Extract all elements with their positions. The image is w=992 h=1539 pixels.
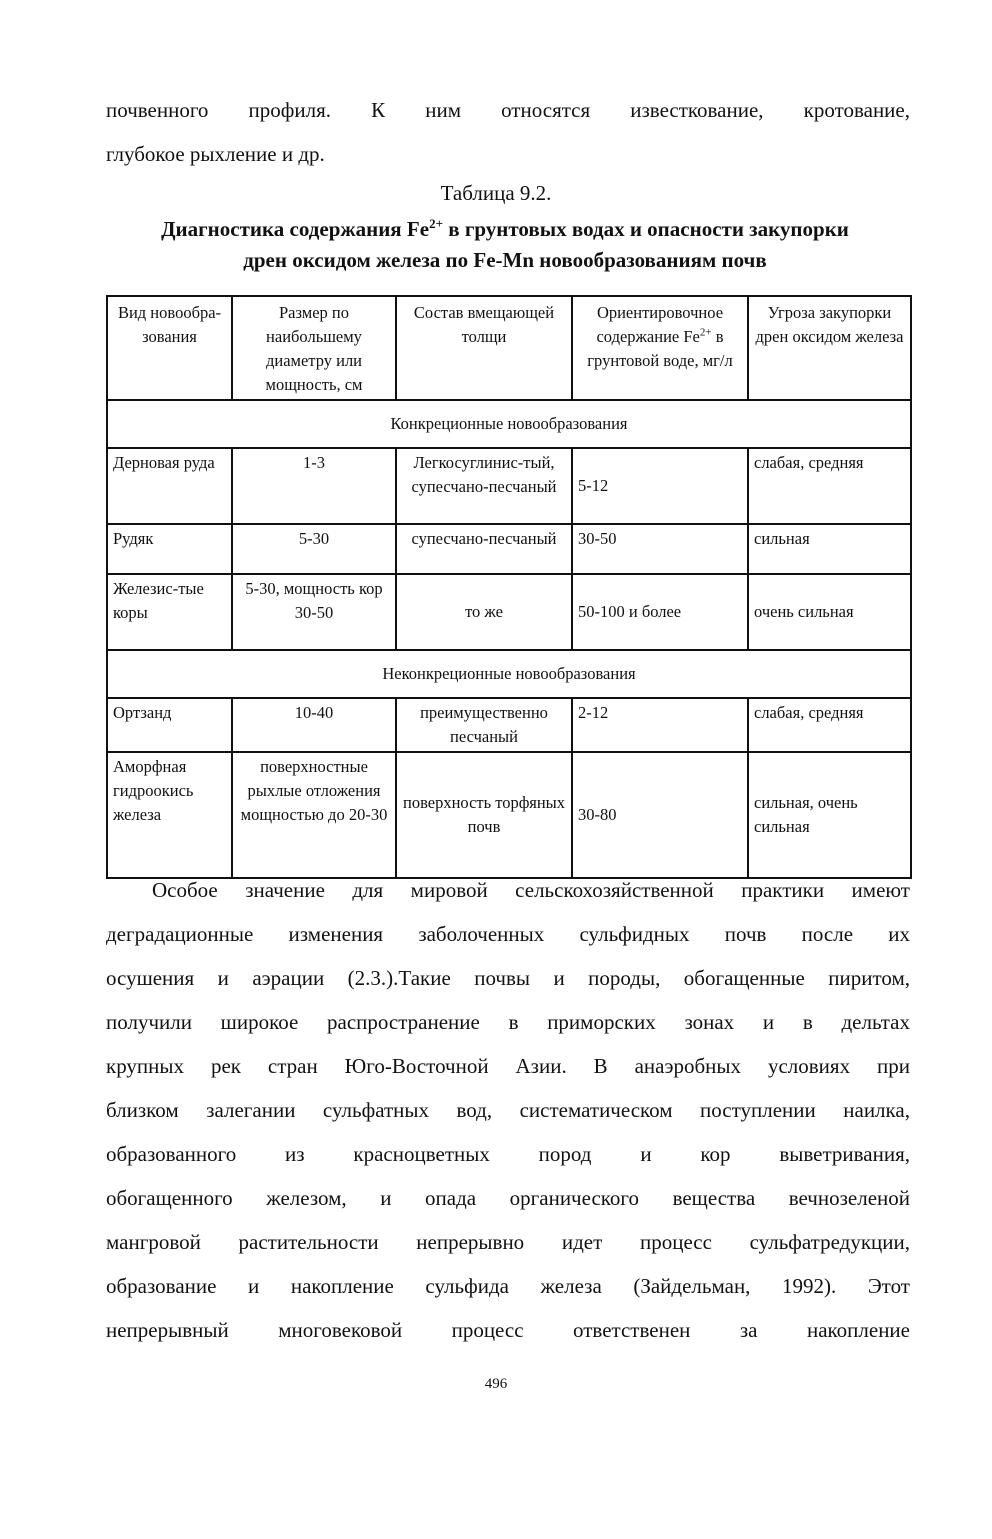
- cell-size: 1-3: [232, 448, 396, 524]
- diagnostics-table: [106, 295, 912, 879]
- text-line: крупных рек стран Юго-Восточной Азии. В анаэробных условиях при: [106, 1054, 910, 1078]
- header-fe-sup: 2+: [699, 326, 712, 339]
- table-row: [107, 698, 911, 752]
- cell-fe: 50-100 и более: [572, 574, 748, 650]
- table-header-row: [107, 296, 911, 400]
- text-line: осушения и аэрации (2.3.).Такие почвы и породы, обогащенные пиритом,: [106, 966, 910, 990]
- cell-host: поверхность торфяных почв: [396, 752, 572, 878]
- text-line: Особое значение для мировой сельскохозяйственной практики имеют: [152, 878, 910, 902]
- text-line: глубокое рыхление и др.: [106, 142, 325, 166]
- cell-size: 5-30, мощность кор 30-50: [232, 574, 396, 650]
- text-line: образование и накопление сульфида железа (Зайдельман, 1992). Этот: [106, 1274, 910, 1298]
- header-fe-a: Ориентировочное содержание Fe: [596, 303, 724, 346]
- cell-host: Легкосуглинис-тый, супесчано-песчаный: [396, 448, 572, 524]
- table-label: Таблица 9.2.: [440, 181, 552, 205]
- cell-fe: 30-50: [572, 524, 748, 574]
- table-row: [107, 524, 911, 574]
- cell-host: то же: [396, 574, 572, 650]
- table-title-part1: Диагностика содержания Fe: [161, 217, 430, 241]
- intro-paragraph: [106, 88, 910, 176]
- page-number: 496: [484, 1376, 508, 1392]
- cell-threat: слабая, средняя: [748, 448, 911, 524]
- header-host-rock: Состав вмещающей толщи: [396, 296, 572, 400]
- cell-type: Аморфная гидроокись железа: [107, 752, 232, 878]
- cell-host: преимущественно песчаный: [396, 698, 572, 752]
- cell-size: 5-30: [232, 524, 396, 574]
- table-row: [107, 448, 911, 524]
- section-nonconcretion: Неконкреционные новообразования: [107, 650, 911, 698]
- cell-threat: сильная: [748, 524, 911, 574]
- text-line: близком залегании сульфатных вод, систематическом поступлении наилка,: [106, 1098, 910, 1122]
- header-size: Размер по наибольшему диаметру или мощность, см: [232, 296, 396, 400]
- header-threat: Угроза закупорки дрен оксидом железа: [748, 296, 911, 400]
- cell-threat: слабая, средняя: [748, 698, 911, 752]
- table-title-line2: дрен оксидом железа по Fe-Mn новообразованиям почв: [243, 248, 767, 272]
- section-row: [107, 400, 911, 448]
- cell-threat: очень сильная: [748, 574, 911, 650]
- text-line: обогащенного железом, и опада органического вещества вечнозеленой: [106, 1186, 910, 1210]
- cell-type: Железис-тые коры: [107, 574, 232, 650]
- section-concretion: Конкреционные новообразования: [107, 400, 911, 448]
- header-type: Вид новообра-зования: [107, 296, 232, 400]
- table-title-superscript: 2+: [429, 216, 443, 231]
- table-title-part2: в грунтовых водах и опасности закупорки: [442, 217, 849, 241]
- cell-fe: 2-12: [572, 698, 748, 752]
- text-line: получили широкое распространение в приморских зонах и в дельтах: [106, 1010, 910, 1034]
- cell-size: поверхностные рыхлые отложения мощностью до 20-30: [232, 752, 396, 878]
- text-line: почвенного профиля. К ним относятся известкование, кротование,: [106, 98, 910, 122]
- cell-type: Ортзанд: [107, 698, 232, 752]
- header-fe-content: [572, 296, 748, 400]
- cell-type: Рудяк: [107, 524, 232, 574]
- cell-size: 10-40: [232, 698, 396, 752]
- section-row: [107, 650, 911, 698]
- cell-fe: 5-12: [572, 448, 748, 524]
- cell-type: Дерновая руда: [107, 448, 232, 524]
- cell-fe: 30-80: [572, 752, 748, 878]
- text-line: деградационные изменения заболоченных сульфидных почв после их: [106, 922, 910, 946]
- text-line: мангровой растительности непрерывно идет процесс сульфатредукции,: [106, 1230, 910, 1254]
- cell-threat: сильная, очень сильная: [748, 752, 911, 878]
- text-line: образованного из красноцветных пород и кор выветривания,: [106, 1142, 910, 1166]
- body-paragraph: [106, 868, 910, 1352]
- table-row: [107, 574, 911, 650]
- table-row: [107, 752, 911, 878]
- table-title: [100, 214, 910, 276]
- cell-host: супесчано-песчаный: [396, 524, 572, 574]
- text-line: непрерывный многовековой процесс ответственен за накопление: [106, 1318, 910, 1342]
- header-fe-b: в грунтовой воде, мг/л: [587, 327, 733, 370]
